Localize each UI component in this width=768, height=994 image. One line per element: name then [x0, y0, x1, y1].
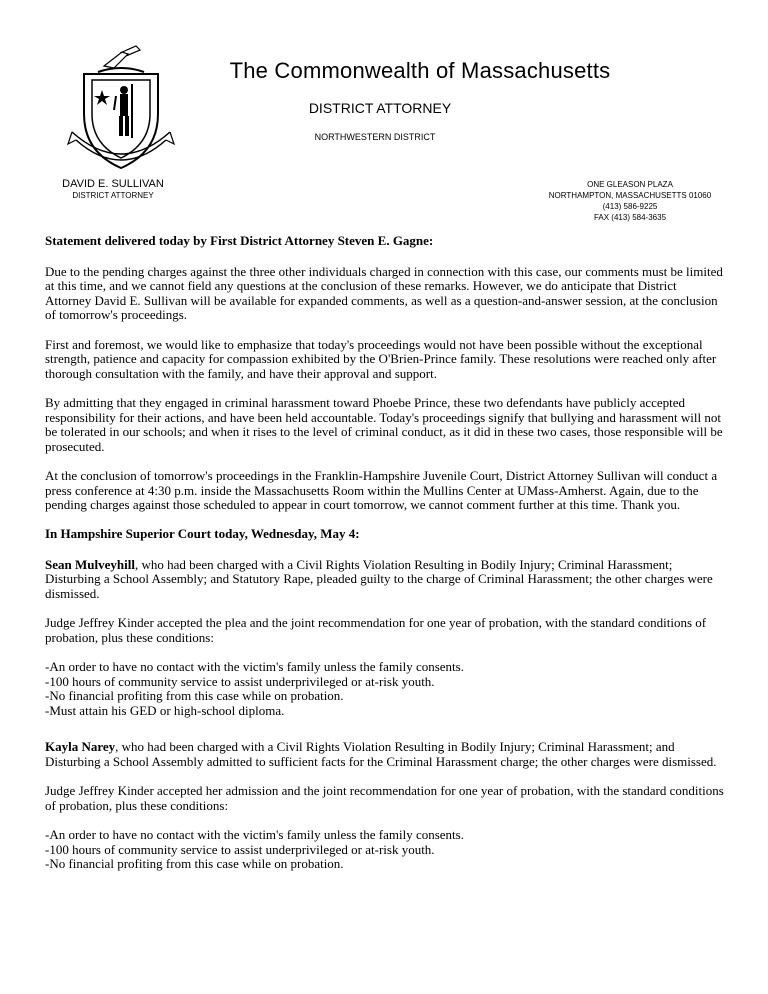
- paragraph-3: By admitting that they engaged in criminal harassment toward Phoebe Prince, these two defendants have publicly accepted responsibility for their actions, and have been held accountable. Today's proceedings signify that bullying and harassment will not be tolerated in our schools; and when it rises to the level of criminal conduct, as it did in these two cases, those responsible will be prosecuted.: [45, 394, 723, 454]
- paragraph-2: First and foremost, we would like to emphasize that today's proceedings would not have been possible without the exceptional strength, patience and capacity for compassion exhibited by the O'Brien-Prince family. These resolutions were reached only after thorough consultation with the family, and have their approval and support.: [45, 336, 717, 381]
- case1-text: , who had been charged with a Civil Rights Violation Resulting in Bodily Injury; Criminal Harassment; Disturbing a School Assembly; and Statutory Rape, pleaded guilty to the charge of Criminal Harassment; the other charges were dismissed.: [45, 556, 713, 602]
- paragraph-4: At the conclusion of tomorrow's proceedings in the Franklin-Hampshire Juvenile Court, District Attorney Sullivan will conduct a press conference at 4:30 p.m. inside the Massachusetts Room within the Mullins Center at UMass-Amherst. Again, due to the pending charges against those scheduled to appear in court tomorrow, we cannot comment further at this time. Thank you.: [45, 467, 718, 513]
- condition-item: -100 hours of community service to assist underprivileged or at-risk youth.: [45, 841, 435, 857]
- condition-item: -No financial profiting from this case while on probation.: [45, 856, 344, 872]
- court-heading: In Hampshire Superior Court today, Wednesday, May 4:: [45, 526, 360, 542]
- address-line2: NORTHAMPTON, MASSACHUSETTS 01060: [548, 191, 712, 200]
- fax-number: FAX (413) 584-3635: [593, 213, 667, 222]
- da-block: [44, 178, 182, 200]
- case1-conditions: [45, 660, 725, 718]
- commonwealth-title: The Commonwealth of Massachusetts: [229, 58, 611, 83]
- case2-name: Kayla Narey: [45, 739, 116, 755]
- da-role: DISTRICT ATTORNEY: [72, 191, 154, 200]
- case2-conditions: [45, 828, 725, 872]
- da-name: DAVID E. SULLIVAN: [62, 178, 164, 190]
- paragraph-1: Due to the pending charges against the three other individuals charged in connection with this case, our comments must be limited at this time, and we cannot field any questions at the conclusion of these remarks. However, we do anticipate that District Attorney David E. Sullivan will be available for expanded comments, as well as a question-and-answer session, at the conclusion of tomorrow's proceedings.: [45, 263, 723, 323]
- office-title: DISTRICT ATTORNEY: [308, 100, 452, 116]
- case2-summary: [45, 740, 725, 769]
- case1-summary: [45, 558, 725, 602]
- statement-body: [45, 234, 725, 872]
- case2-text: , who had been charged with a Civil Rights Violation Resulting in Bodily Injury; Criminal Harassment; and Disturbing a School Assembly admitted to sufficient facts for the Criminal Harassment charge; the other charges were dismissed.: [45, 739, 717, 769]
- condition-item: -An order to have no contact with the victim's family unless the family consents.: [45, 826, 464, 842]
- district-name: NORTHWESTERN DISTRICT: [314, 132, 436, 142]
- condition-item: -100 hours of community service to assist underprivileged or at-risk youth.: [45, 673, 435, 689]
- address-block: [530, 179, 730, 223]
- phone-number: (413) 586-9225: [602, 202, 658, 211]
- condition-item: -Must attain his GED or high-school diploma.: [45, 702, 285, 718]
- condition-item: -An order to have no contact with the victim's family unless the family consents.: [45, 659, 464, 675]
- statement-heading: Statement delivered today by First District Attorney Steven E. Gagne:: [45, 233, 434, 248]
- case2-judge: Judge Jeffrey Kinder accepted her admission and the joint recommendation for one year of probation, with the standard conditions of probation, plus these conditions:: [45, 783, 724, 813]
- case1-name: Sean Mulveyhill: [45, 556, 135, 572]
- address-line1: ONE GLEASON PLAZA: [587, 180, 673, 189]
- condition-item: -No financial profiting from this case while on probation.: [45, 688, 344, 704]
- case1-judge: Judge Jeffrey Kinder accepted the plea and the joint recommendation for one year of probation, with the standard conditions of probation, plus these conditions:: [45, 615, 707, 645]
